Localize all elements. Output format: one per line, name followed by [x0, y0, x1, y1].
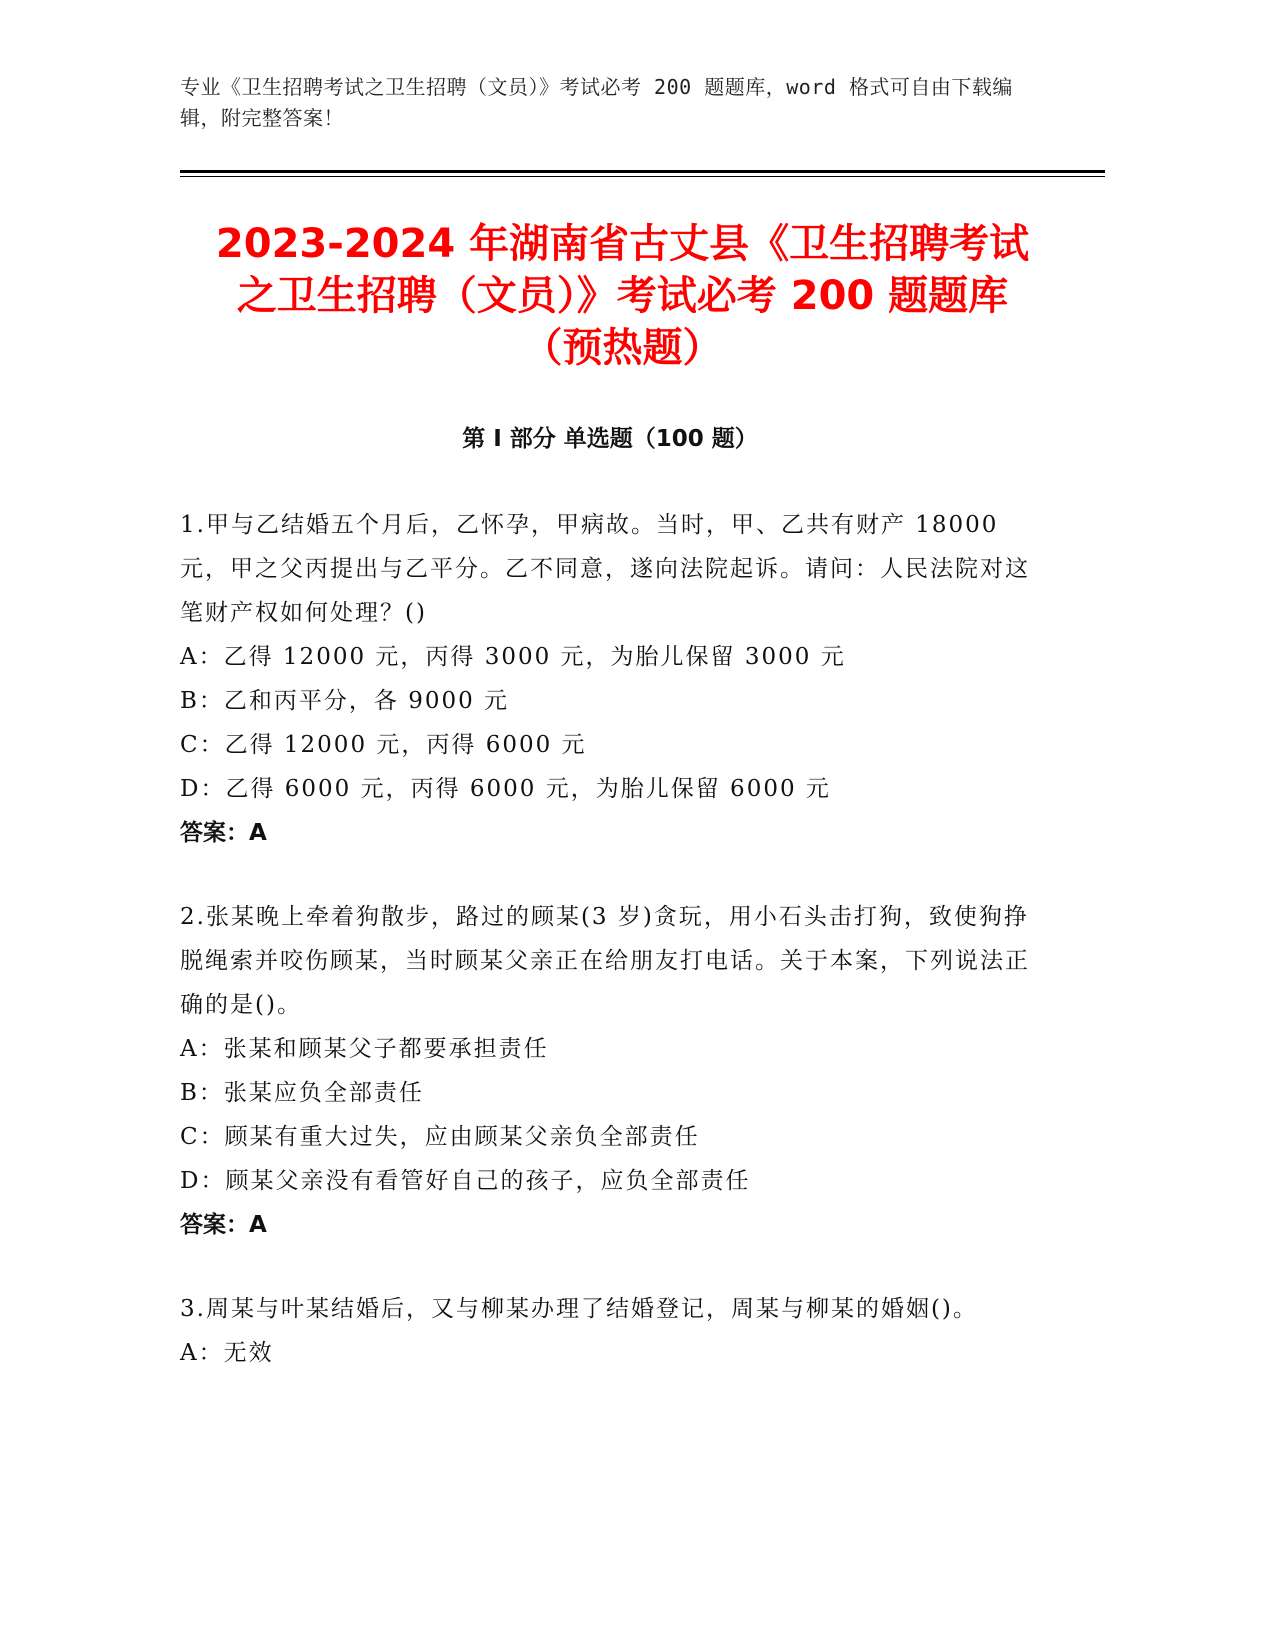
header-note: 专业《卫生招聘考试之卫生招聘（文员）》考试必考 200 题题库，word 格式可自由下载编辑，附完整答案！ [180, 75, 1013, 130]
option-d: D：顾某父亲没有看管好自己的孩子，应负全部责任 [180, 1168, 751, 1194]
document-title [160, 218, 1085, 374]
option-b: B：乙和丙平分，各 9000 元 [180, 688, 510, 714]
question-2 [180, 895, 1040, 1247]
option-d: D：乙得 6000 元，丙得 6000 元，为胎儿保留 6000 元 [180, 776, 831, 802]
question-1 [180, 503, 1040, 855]
option-a: A：无效 [180, 1340, 274, 1366]
question-stem: 2.张某晚上牵着狗散步，路过的顾某(3 岁)贪玩，用小石头击打狗，致使狗挣脱绳索并咬伤顾某，当时顾某父亲正在给朋友打电话。关于本案，下列说法正确的是()。 [180, 904, 1030, 1018]
answer-line: 答案：A [180, 820, 267, 846]
title-line-3: （预热题） [522, 325, 723, 371]
section-heading: 第 I 部分 单选题（100 题） [462, 426, 758, 452]
question-stem: 3.周某与叶某结婚后，又与柳某办理了结婚登记，周某与柳某的婚姻()。 [180, 1296, 978, 1322]
title-line-1: 2023-2024 年湖南省古丈县《卫生招聘考试 [215, 221, 1030, 267]
answer-line: 答案：A [180, 1212, 267, 1238]
question-3 [180, 1287, 1040, 1375]
option-a: A：乙得 12000 元，丙得 3000 元，为胎儿保留 3000 元 [180, 644, 846, 670]
title-line-2: 之卫生招聘（文员）》考试必考 200 题题库 [236, 273, 1009, 319]
option-c: C：顾某有重大过失，应由顾某父亲负全部责任 [180, 1124, 700, 1150]
header-rule-thin [180, 176, 1105, 177]
option-b: B：张某应负全部责任 [180, 1080, 424, 1106]
question-stem: 1.甲与乙结婚五个月后，乙怀孕，甲病故。当时，甲、乙共有财产 18000 元，甲之父丙提出与乙平分。乙不同意，遂向法院起诉。请问：人民法院对这笔财产权如何处理？() [180, 512, 1030, 626]
option-a: A：张某和顾某父子都要承担责任 [180, 1036, 549, 1062]
option-c: C：乙得 12000 元，丙得 6000 元 [180, 732, 587, 758]
header-rule-thick [180, 170, 1105, 173]
